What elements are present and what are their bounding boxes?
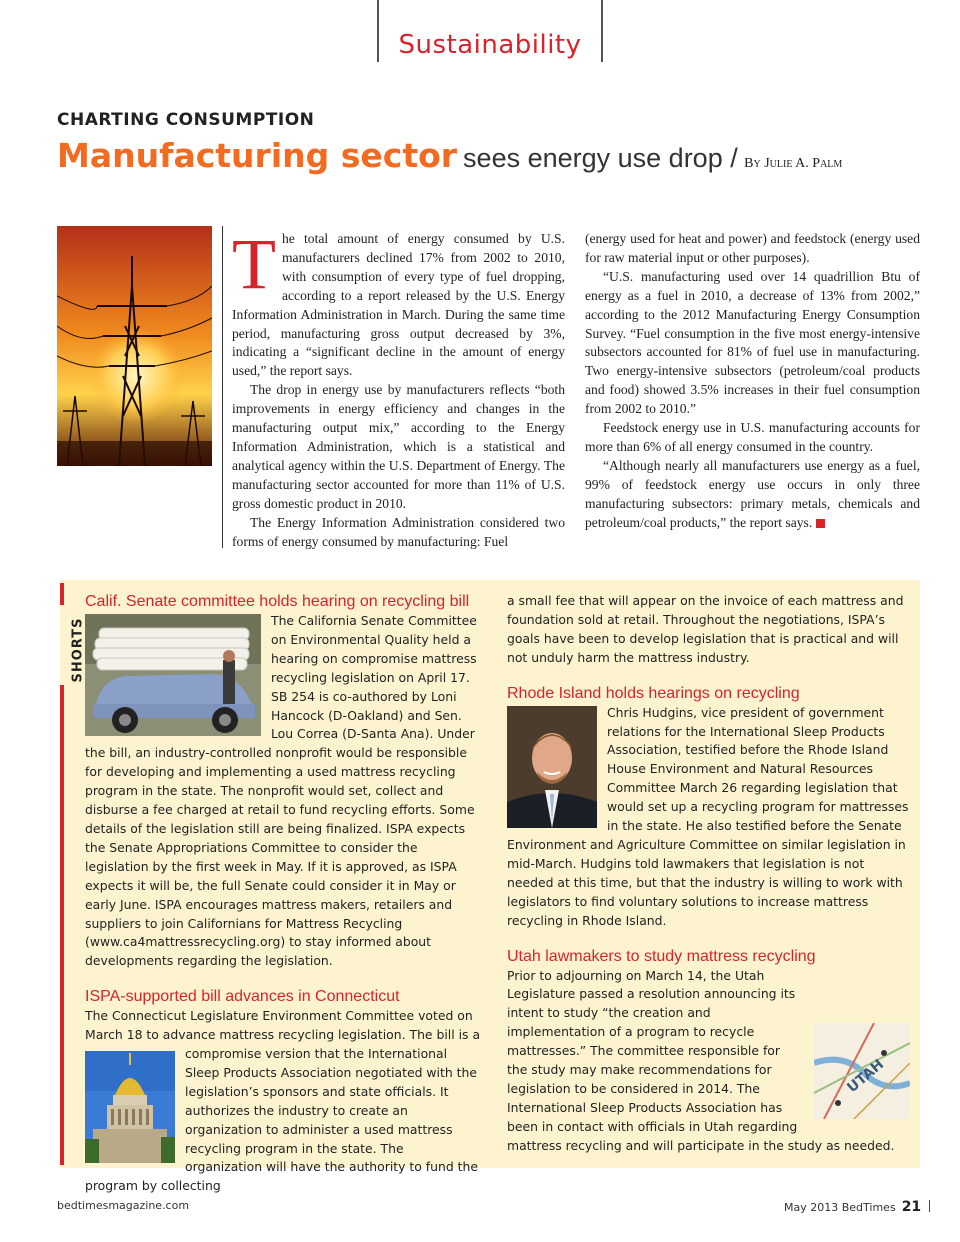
shorts-column-left [85,592,482,1196]
article-paragraph: The total amount of energy consumed by U.S. manufacturers declined 17% from 2002 to 2010, with consumption of every type of fuel dropping, according to a report released by the U.S. Energy Information Administration in March. During the same time period, manufacturing gross output decreased by 3%, indicating a “significant decline in the amount of energy used,” the report says. [232,224,565,379]
short-body-connecticut: The Connecticut Legislature Environment Committee voted on March 18 to advance mattress recycling legislation. The bill is a compromise version that the International Sleep Products Association negotiated with the legislation’s sponsors and state officials. It authorizes the industry to create an organization to administer a used mattress recycling program in the state. The organization will have the authority to fund the program by collecting [85,1008,481,1194]
short-body-california: The California Senate Committee on Environmental Quality held a hearing on compromise mattress recycling legislation on April 17. SB 254 is co-authored by Loni Hancock (D-Oakland) and Sen. Lou Correa (D-Santa Ana). Under the bill, an industry-controlled nonprofit would be responsible for developing and implementing a used mattress recycling program in the state. The nonprofit would set, collect and disburse a fee charged at retail to fund recycling efforts. Some details of the legislation still are being finalized. ISPA expects the Senate Appropriations Committee to consider the legislation by the first week in May. If it is approved, as ISPA expects it will be, the full Senate could consider it in May or early June. ISPA encourages mattress makers, retailers and suppliers to join Californians for Mattress Recycling (www.ca4mattressrecycling.org) to stay informed about developments regarding the legislation. [85,613,477,969]
capitol-photo [85,1051,175,1169]
hudgins-photo [507,706,597,834]
article-paragraph: “U.S. manufacturing used over 14 quadrillion Btu of energy as a fuel in 2010, a decrease of 13% from 2002,” according to the 2012 Manufacturing Energy Consumption Survey. “Fuel consumption in the five most energy-intensive subsectors accounted for 81% of fuel use in manufacturing. Two energy-intensive subsectors (petroleum/coal products and food) showed 3.5% increases in their fuel consumption from 2002 to 2010.” [585,268,920,417]
article-column-1 [232,224,565,551]
article-paragraph: Feedstock energy use in U.S. manufacturing accounts for more than 6% of all energy consumed in the country. [585,420,920,454]
header-rule-left [377,0,379,62]
drop-cap: T [232,224,276,304]
shorts-bar-top [60,583,64,605]
header-rule-right [601,0,603,62]
article-headline [57,136,842,175]
headline-sub: sees energy use drop / [463,143,738,173]
shorts-column-right [507,592,910,1156]
power-lines-photo [57,226,212,466]
page-number: 21 [901,1199,922,1215]
map-label: UTAH [844,1056,888,1096]
footer-issue [784,1199,930,1215]
short-body-rhode-island: Chris Hudgins, vice president of government relations for the International Sleep Products Association, testified before the Rhode Island House Environment and Natural Resources Committee March 26 regarding legislation that would set up a recycling program for mattresses in the state. He also testified before the Senate Environment and Agriculture Committee on similar legislation in mid-March. Hudgins told lawmakers that legislation is not needed at this time, but that the industry is willing to work with legislators to find voluntary solutions to increase mattress recycling in Rhode Island. [507,704,909,928]
article-column-2 [585,230,920,533]
article-paragraph: (energy used for heat and power) and feedstock (energy used for raw material input or other purposes). [585,231,920,265]
mattress-car-photo [85,614,261,742]
map-icon [814,1023,910,1119]
footer-website: bedtimesmagazine.com [57,1199,190,1212]
short-body-utah: UTAH Prior to adjourning on March 14, the Utah Legislature passed a resolution announcing its intent to study “the creation and implementation of a program to recycle mattresses.” The committee responsible for the study may make recommendations for legislation to be considered in 2014. The International Sleep Products Association has been in contact with officials in Utah regarding mattress recycling and will participate in the study as needed. [507,967,910,1156]
short-body-connecticut-continued: a small fee that will appear on the invoice of each mattress and foundation sold at retail. Throughout the negotiations, ISPA’s goals have been to develop legislation that is practical and will not unduly harm the mattress industry. [507,593,904,665]
article-paragraph: The Energy Information Administration considered two forms of energy consumed by manufacturing: Fuel [232,514,565,549]
utah-map-photo [814,1023,910,1125]
article-paragraph: The drop in energy use by manufacturers reflects “both improvements in energy efficiency and changes in the manufacturing output mix,” according to the Energy Information Administration, which is a statistical and analytical agency within the U.S. Department of Energy. The manufacturing sector accounted for more than 11% of U.S. gross domestic product in 2010. [232,382,565,511]
mattress-car-icon [85,614,261,736]
shorts-label: SHORTS [70,617,86,683]
footer-issue-label: May 2013 BedTimes [784,1201,896,1214]
article-kicker: CHARTING CONSUMPTION [57,110,315,130]
section-label: Sustainability [398,30,582,60]
short-title-california: Calif. Senate committee holds hearing on recycling bill [85,593,470,610]
portrait-icon [507,706,597,828]
capitol-dome-icon [85,1051,175,1163]
short-title-utah: Utah lawmakers to study mattress recycling [507,947,816,965]
article-paragraph: “Although nearly all manufacturers use energy as a fuel, 99% of feedstock energy use occurs in only three manufacturing subsectors: primary metals, chemicals and petroleum/coal products,” the report says. [585,457,920,530]
headline-main: Manufacturing sector [57,136,458,175]
power-tower-icon [57,226,212,466]
end-mark-icon [816,519,825,528]
byline: By Julie A. Palm [744,156,843,171]
footer-rule [929,1200,930,1212]
shorts-bar-bottom [60,685,64,1165]
short-title-connecticut: ISPA-supported bill advances in Connecticut [85,988,400,1006]
short-title-rhode-island: Rhode Island holds hearings on recycling [507,684,800,702]
article-rule [222,226,223,548]
